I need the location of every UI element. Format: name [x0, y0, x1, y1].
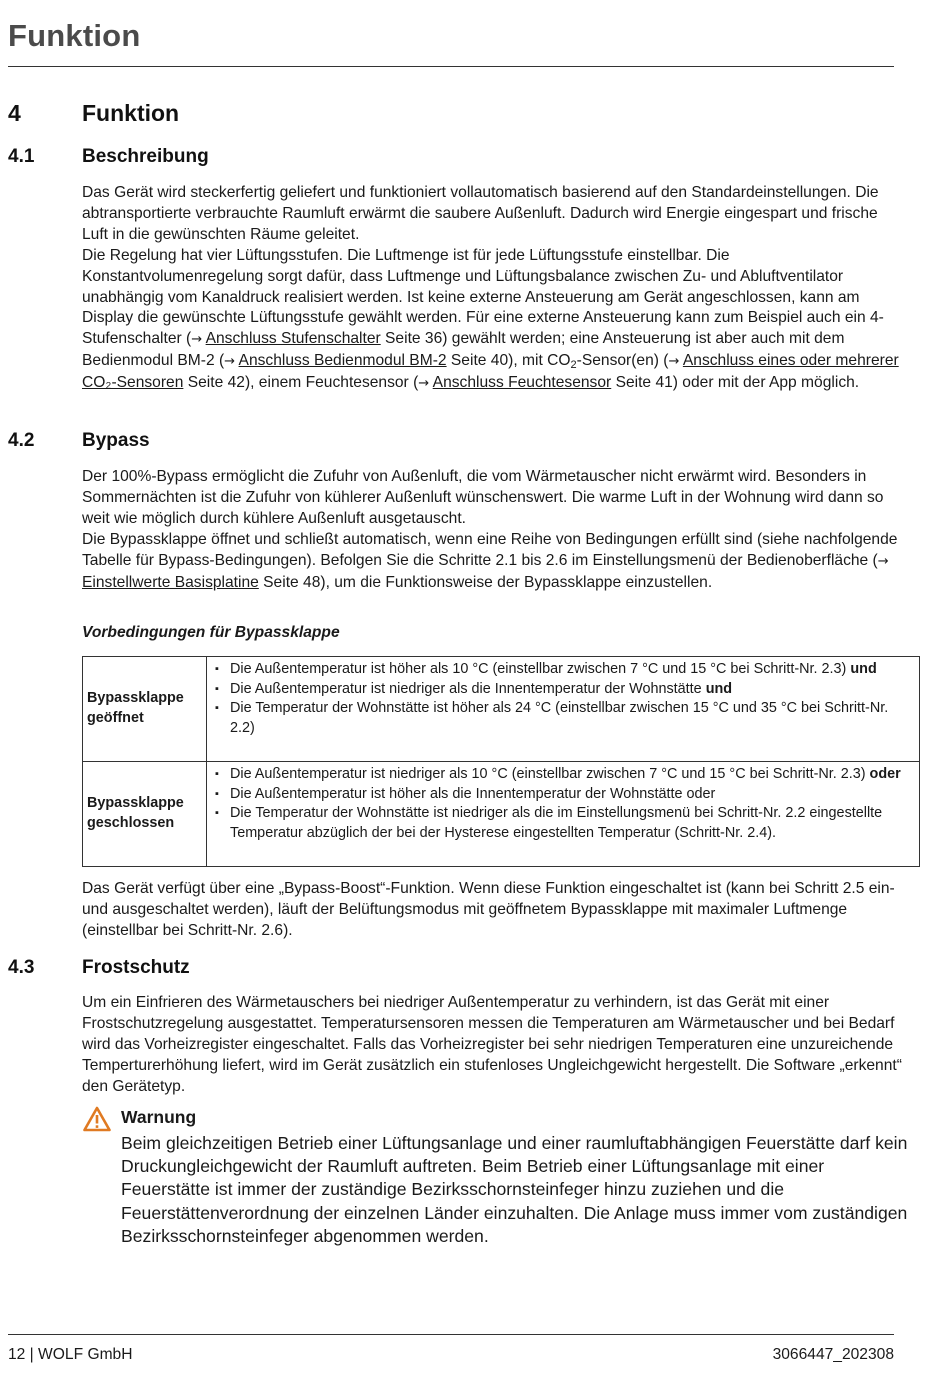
arrow-right-icon: → [418, 376, 430, 392]
list-item: ▪ Die Außentemperatur ist höher als die Innentemperatur der Wohnstätte oder [213, 785, 913, 805]
section-4-3-body [82, 993, 902, 1098]
section-number: 4.1 [8, 146, 35, 167]
section-4-1-body [82, 183, 902, 395]
warning-title: Warnung [121, 1107, 197, 1127]
paragraph: Der 100%-Bypass ermöglicht die Zufuhr von Außenluft, die vom Wärmetauscher nicht erwärmt wird. Besonders in Sommernächten ist die Zufuhr von kühlerer Außenluft wünschenswert. Die warme Luft in der Wohnung wird dann so weit wie möglich durch kühlere Außenluft ausgetauscht. [82, 468, 884, 527]
cross-reference-link[interactable]: Anschluss Bedienmodul BM-2 [238, 352, 447, 370]
page-header-title: Funktion [8, 18, 141, 53]
section-number: 4.3 [8, 957, 35, 978]
cross-reference-link[interactable]: Anschluss Feuchtesensor [432, 374, 612, 392]
bypass-conditions-table [82, 656, 920, 867]
cross-reference-link[interactable]: Anschluss Stufenschalter [205, 330, 381, 348]
header-divider [8, 66, 894, 67]
section-heading-4-3 [8, 957, 190, 979]
footer-document-number: 3066447_202308 [772, 1346, 894, 1363]
section-title: Bypass [82, 430, 150, 451]
conditions-cell [207, 762, 920, 867]
list-item: ▪ Die Außentemperatur ist niedriger als 10 °C (einstellbar zwischen 7 °C und 15 °C bei Schritt-Nr. 2.3) oder [213, 765, 913, 785]
conditions-cell [207, 657, 920, 762]
paragraph: Um ein Einfrieren des Wärmetauschers bei niedriger Außentemperatur zu verhindern, ist das Gerät mit einer Frostschutzregelung ausgestattet. Temperatursensoren messen die Temperaturen am Wärmetauscher und bei Bedarf wird das Vorheizregister eingeschaltet. Falls das Vorheizregister bei sehr niedrigen Temperaturen eine unzureichende Temperturerhöhung liefert, wird im Gerät zusätzlich ein stufenloses Ungleichgewicht hergestellt. Die Software „erkennt“ den Gerätetyp. [82, 994, 902, 1095]
paragraph: Die Regelung hat vier Lüftungsstufen. Die Luftmenge ist für jede Lüftungsstufe einstellbar. Die Konstantvolumenregelung sorgt dafür, dass Luftmenge und Lüftungsbalance zwischen Zu- und Abluftventilator unabhängig vom Kanaldruck realisiert werden. Ist keine externe Ansteuerung am Gerät angeschlossen, kann am Display die gewünschte Lüftungsstufe gewählt werden. Für eine externe Ansteuerung kann zum Beispiel auch ein 4-Stufenschalter (→ Anschluss Stufenschalter Seite 36) gewählt werden; eine Ansteuerung ist aber auch mit dem Bedienmodul BM-2 (→ Anschluss Bedienmodul BM-2 Seite 40), mit $CO_2-Sensor(en)$ (→ Anschluss eines oder mehrerer CO₂-Sensoren Seite 42), einem Feuchtesensor (→ Anschluss Feuchtesensor Seite 41) oder mit der App möglich. [82, 246, 899, 392]
list-item: ▪ Die Temperatur der Wohnstätte ist höher als 24 °C (einstellbar zwischen 15 °C und 35 °C bei Schritt-Nr. 2.2) [213, 699, 913, 738]
footer-divider [8, 1334, 894, 1335]
arrow-right-icon: → [191, 332, 203, 348]
warning-triangle-icon [83, 1106, 111, 1132]
list-item: ▪ Die Außentemperatur ist höher als 10 °C (einstellbar zwischen 7 °C und 15 °C bei Schritt-Nr. 2.3) und [213, 660, 913, 680]
row-label: Bypassklappe geschlossen [83, 762, 207, 867]
section-title: Frostschutz [82, 957, 190, 978]
warning-text: Beim gleichzeitigen Betrieb einer Lüftungsanlage und einer raumluftabhängigen Feuerstätte darf kein Druckungleichgewicht der Raumluft auftreten. Beim Betrieb einer Lüftungsanlage mit einer Feuerstätte ist immer der zuständige Bezirksschornsteinfeger hinzu zuziehen und die Feuerstättenverordnung der einzelnen Länder einzuhalten. Die Anlage muss immer vom zuständigen Bezirksschornsteinfeger abgenommen werden. [121, 1133, 908, 1246]
cross-reference-link[interactable]: Einstellwerte Basisplatine [82, 573, 259, 591]
list-item: ▪ Die Temperatur der Wohnstätte ist niedriger als die im Einstellungsmenü bei Schritt-Nr. 2.2 eingestellte Temperatur abzüglich der bei der Hysterese eingestellten Temperatur (Schritt-Nr. 2.4). [213, 804, 913, 843]
paragraph: Das Gerät verfügt über eine „Bypass-Boost“-Funktion. Wenn diese Funktion eingeschaltet ist (kann bei Schritt 2.5 ein- und ausgeschaltet werden), läuft der Belüftungsmodus mit geöffnetem Bypassklappe mit maximaler Luftmenge (einstellbar bei Schritt-Nr. 2.6). [82, 880, 895, 939]
section-title: Beschreibung [82, 146, 209, 167]
section-heading-4-2 [8, 430, 150, 452]
footer-page-info: 12 | WOLF GmbH [8, 1346, 133, 1363]
chapter-heading [8, 100, 179, 127]
chapter-number: 4 [8, 100, 21, 126]
list-item: ▪ Die Außentemperatur ist niedriger als die Innentemperatur der Wohnstätte und [213, 680, 913, 700]
table-caption: Vorbedingungen für Bypassklappe [82, 624, 340, 641]
cross-reference-link[interactable]: Anschluss eines oder mehrerer CO₂-Sensoren [82, 352, 899, 392]
chapter-title: Funktion [82, 100, 180, 126]
arrow-right-icon: → [224, 354, 236, 370]
table-row [83, 657, 920, 762]
paragraph: Das Gerät wird steckerfertig geliefert und funktioniert vollautomatisch basierend auf den Standardeinstellungen. Die abtransportierte verbrauchte Raumluft erwärmt die saubere Außenluft. Dadurch wird Energie eingespart und frische Luft in die gewünschten Räume geleitet. [82, 184, 879, 243]
paragraph: Die Bypassklappe öffnet und schließt automatisch, wenn eine Reihe von Bedingungen erfüllt sind (siehe nachfolgende Tabelle für Bypass-Bedingungen). Befolgen Sie die Schritte 2.1 bis 2.6 im Einstellungsmenü der Bedienoberfläche (→ Einstellwerte Basisplatine Seite 48), um die Funktionsweise der Bypassklappe einzustellen. [82, 530, 898, 591]
table-row [83, 762, 920, 867]
section-heading-4-1 [8, 146, 209, 168]
section-4-2-body [82, 467, 902, 593]
section-number: 4.2 [8, 430, 35, 451]
arrow-right-icon: → [877, 553, 889, 569]
bypass-boost-paragraph [82, 879, 902, 942]
arrow-right-icon: → [668, 354, 680, 370]
row-label: Bypassklappe geöffnet [83, 657, 207, 762]
